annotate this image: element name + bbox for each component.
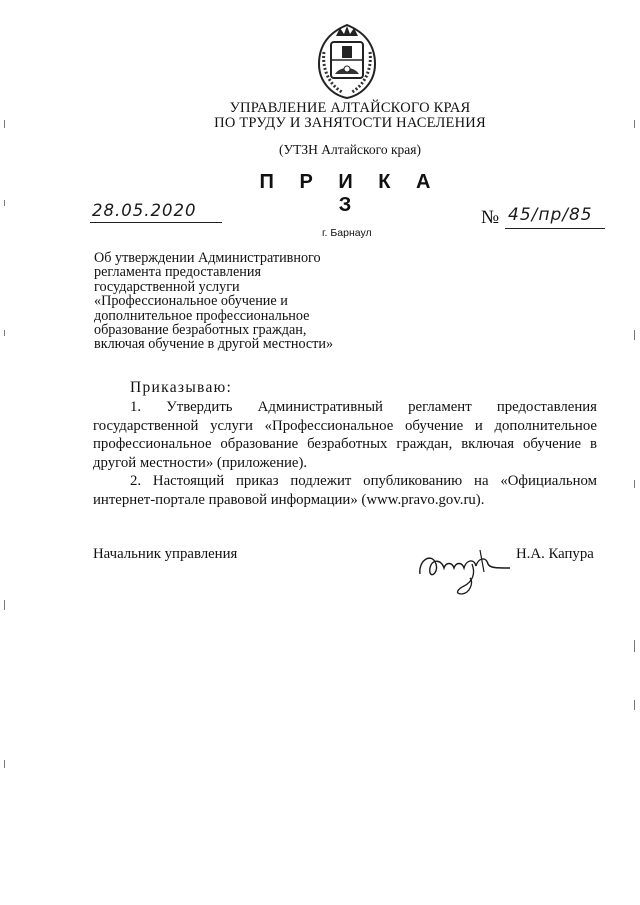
signatory-name: Н.А. Капура: [516, 546, 594, 562]
coat-of-arms-icon: [314, 22, 380, 100]
scan-mark: [634, 640, 635, 652]
organization-short-name: (УТЗН Алтайского края): [279, 142, 421, 157]
signatory-title: Начальник управления: [93, 546, 238, 562]
org-name-line-2: ПО ТРУДУ И ЗАНЯТОСТИ НАСЕЛЕНИЯ: [214, 115, 486, 131]
order-item-2: 2. Настоящий приказ подлежит опубликованию на «Официальном интернет-портале правовой информации» (www.pravo.gov.ru).: [93, 473, 597, 508]
number-underline: [505, 228, 605, 229]
document-city: г. Барнаул: [322, 227, 372, 239]
handwritten-signature-icon: [414, 538, 514, 596]
scan-mark: [634, 120, 635, 128]
order-item-1: 1. Утвердить Административный регламент предоставления государственной услуги «Профессиональное обучение и дополнительное профессиональное образование безработных граждан, включая обучение в другой местности» (приложение).: [93, 399, 597, 471]
organization-name: [200, 101, 500, 131]
scan-mark: [4, 330, 5, 336]
scan-mark: [4, 600, 5, 610]
scan-mark: [4, 120, 5, 128]
document-body: [93, 398, 597, 509]
document-type: П Р И К А З: [259, 171, 441, 216]
document-subject: Об утверждении Административного регламента предоставления государственной услуги «Профессиональное обучение и дополнительное профессиональное образование безработных граждан, включая обучение в другой местности»: [94, 250, 334, 353]
scan-mark: [4, 200, 5, 206]
document-date: 28.05.2020: [92, 201, 197, 220]
document-number: 45/пр/85: [508, 205, 593, 225]
scan-mark: [634, 700, 635, 710]
org-name-line-1: УПРАВЛЕНИЕ АЛТАЙСКОГО КРАЯ: [229, 100, 471, 116]
document-number-label: №: [481, 207, 500, 228]
date-underline: [90, 222, 222, 223]
scan-mark: [634, 330, 635, 340]
scan-mark: [634, 480, 635, 488]
scan-mark: [4, 760, 5, 768]
order-word: Приказываю:: [130, 379, 233, 396]
